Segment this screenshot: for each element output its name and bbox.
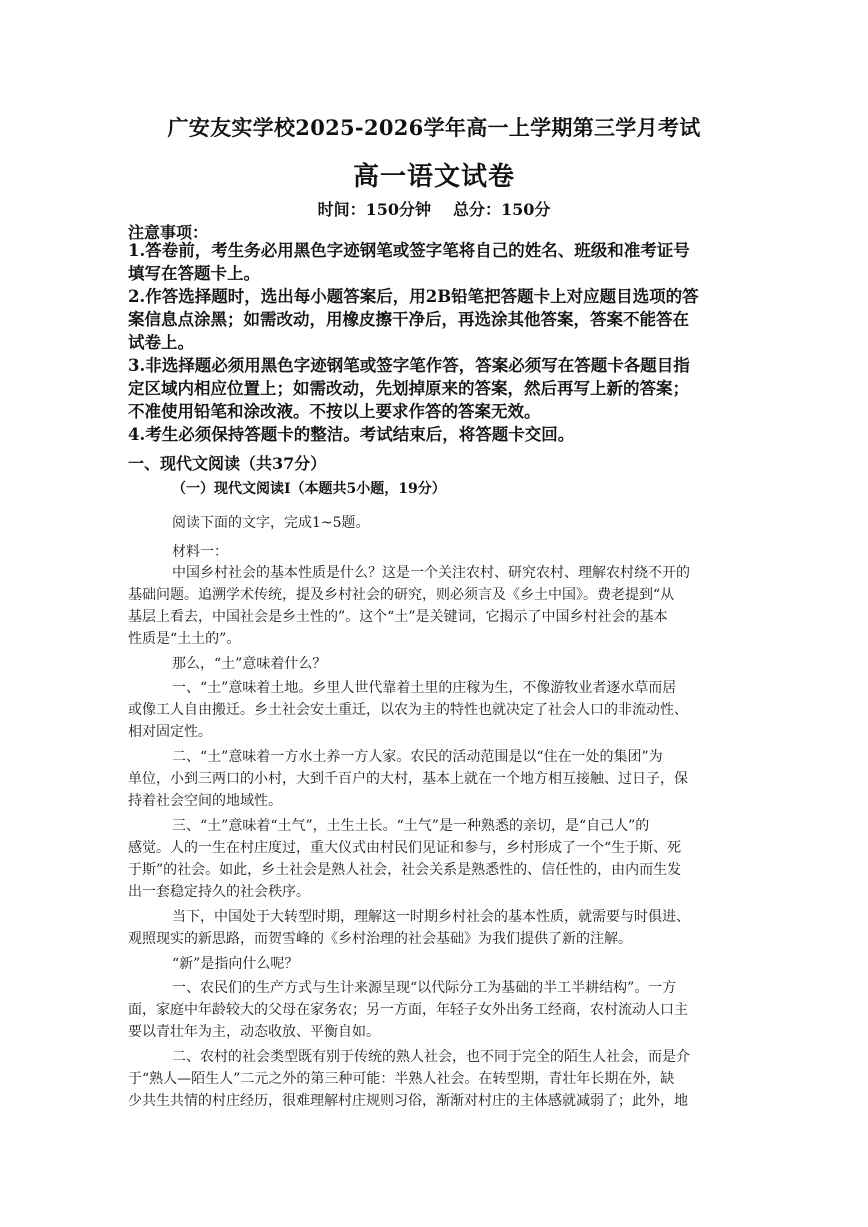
paragraph-line: 持着社会空间的地域性。 <box>128 793 282 809</box>
paragraph-line: 一、“土”意味着土地。乡里人世代靠着土里的庄稼为生，不像游牧业者逐水草而居 <box>172 680 677 696</box>
notice-item-2 <box>128 286 740 354</box>
paragraph-line: 那么，“土”意味着什么？ <box>172 656 327 672</box>
sub-section-heading: （一）现代文阅读Ⅰ（本题共5小题，19分） <box>172 481 446 497</box>
notice-line: 不准使用铅笔和涂改液。不按以上要求作答的答案无效。 <box>128 401 541 421</box>
paragraph-line: 面，家庭中年龄较大的父母在家务农；另一方面，年轻子女外出务工经商，农村流动人口主 <box>128 1002 688 1018</box>
exam-time: 时间：150分钟 <box>317 200 431 219</box>
notice-item-4 <box>128 424 740 447</box>
paragraph-line: 性质是“土土的”。 <box>128 631 241 647</box>
notice-line: 定区域内相应位置上；如需改动，先划掉原来的答案，然后再写上新的答案； <box>128 378 689 398</box>
paragraph-line: 三、“土”意味着“土气”，土生土长。“土气”是一种熟悉的亲切，是“自己人”的 <box>172 818 650 834</box>
reading-instruction: 阅读下面的文字，完成1~5题。 <box>172 515 370 531</box>
notice-heading: 注意事项： <box>128 223 209 242</box>
notice-line: 案信息点涂黑；如需改动，用橡皮擦干净后，再选涂其他答案，答案不能答在 <box>128 309 689 329</box>
exam-total-score: 总分：150分 <box>453 200 551 219</box>
paragraph-line: 二、农村的社会类型既有别于传统的熟人社会，也不同于完全的陌生人社会，而是介 <box>172 1049 690 1065</box>
paragraph-line: 相对固定性。 <box>128 724 212 740</box>
paper-title: 高一语文试卷 <box>352 162 515 192</box>
paragraph-line: 基层上看去，中国社会是乡土性的”。这个“土”是关键词，它揭示了中国乡村社会的基本 <box>128 609 668 625</box>
section-heading: 一、现代文阅读（共37分） <box>128 454 327 473</box>
notice-line: 2.作答选择题时，选出每小题答案后，用2B铅笔把答题卡上对应题目选项的答 <box>128 287 699 306</box>
paragraph-line: 一、农民们的生产方式与生计来源呈现“以代际分工为基础的半工半耕结构”。一方 <box>172 980 677 996</box>
notice-line: 试卷上。 <box>128 332 194 352</box>
paragraph-line: 或像工人自由搬迁。乡土社会安土重迁，以农为主的特性也就决定了社会人口的非流动性、 <box>128 702 688 718</box>
exam-info <box>0 197 868 220</box>
paragraph-line: 少共生共情的村庄经历，很难理解村庄规则习俗，渐渐对村庄的主体感就减弱了；此外，地 <box>128 1093 688 1109</box>
exam-title: 广安友实学校2025-2026学年高一上学期第三学月考试 <box>167 115 701 140</box>
paragraph-line: 于“熟人—陌生人”二元之外的第三种可能：半熟人社会。在转型期，青壮年长期在外，缺 <box>128 1071 675 1087</box>
paragraph-line: 出一套稳定持久的社会秩序。 <box>128 884 310 900</box>
paragraph-line: 单位，小到三两口的小村，大到千百户的大村，基本上就在一个地方相互接触、过日子，保 <box>128 771 688 787</box>
notice-line: 3.非选择题必须用黑色字迹钢笔或签字笔作答，答案必须写在答题卡各题目指 <box>128 356 690 375</box>
paragraph-line: 感觉。人的一生在村庄度过，重大仪式由村民们见证和参与，乡村形成了一个“生于斯、死 <box>128 840 682 856</box>
notice-item-3 <box>128 355 740 423</box>
paragraph-line: 中国乡村社会的基本性质是什么？这是一个关注农村、研究农村、理解农村绕不开的 <box>172 565 690 581</box>
notice-line: 1.答卷前，考生务必用黑色字迹钢笔或签字笔将自己的姓名、班级和准考证号 <box>128 241 690 260</box>
paragraph-line: 当下，中国处于大转型时期，理解这一时期乡村社会的基本性质，就需要与时俱进、 <box>172 909 690 925</box>
paragraph-line: 基础问题。追溯学术传统，提及乡村社会的研究，则必须言及《乡土中国》。费老提到“从 <box>128 587 675 603</box>
paragraph-line: 要以青壮年为主，动态收放、平衡自如。 <box>128 1024 380 1040</box>
paragraph-line: “新”是指向什么呢？ <box>172 956 299 972</box>
paragraph-line: 观照现实的新思路，而贺雪峰的《乡村治理的社会基础》为我们提供了新的注解。 <box>128 931 632 947</box>
notice-line: 4.考生必须保持答题卡的整洁。考试结束后，将答题卡交回。 <box>128 425 575 444</box>
paragraph-line: 二、“土”意味着一方水土养一方人家。农民的活动范围是以“住在一处的集团”为 <box>172 749 663 765</box>
paragraph-line: 于斯”的社会。如此，乡土社会是熟人社会，社会关系是熟悉性的、信任性的，由内而生发 <box>128 862 682 878</box>
notice-line: 填写在答题卡上。 <box>128 263 260 283</box>
notice-item-1 <box>128 240 740 286</box>
material-label: 材料一： <box>172 544 228 560</box>
